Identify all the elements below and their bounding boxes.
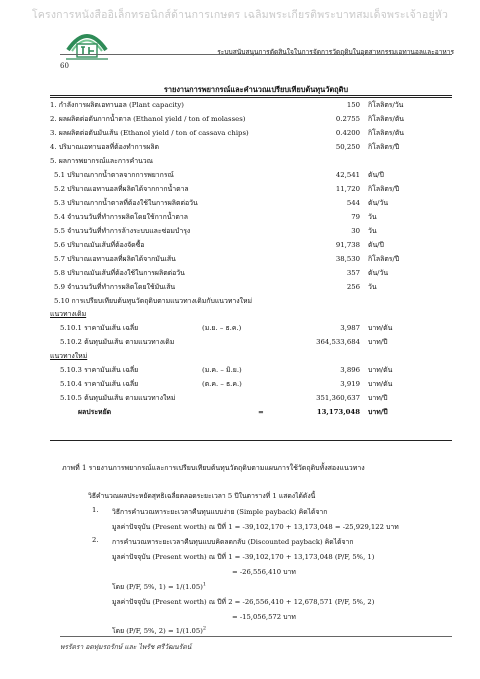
figure-caption: ภาพที่ 1 รายงานการพยากรณ์และการเปรียบเทียบต้นทุนวัตถุดิบตามแผนการใช้วัตถุดิบทั้งสองแนวทาง — [62, 464, 365, 472]
item-2-note-1: โดย (P/F, 5%, $1) = 1/(1.05)^1$ — [112, 581, 207, 591]
row-label: 5.4 จำนวนวันที่ทำการผลิตโดยใช้กากน้ำตาล — [54, 213, 188, 221]
table-top-rule-2 — [50, 97, 452, 98]
row-label: 5.6 ปริมาณมันเส้นที่ต้องจัดซื้อ — [54, 241, 145, 249]
row-label: 5.8 ปริมาณมันเส้นที่ต้องใช้ในการผลิตต่อวัน — [54, 269, 185, 277]
table-row — [50, 308, 452, 320]
table-row — [50, 183, 452, 195]
row-value: 150 — [346, 101, 360, 109]
row-value: 3,919 — [340, 380, 360, 388]
table-row — [50, 155, 452, 167]
table-row — [50, 239, 452, 251]
row-period: (ม.ค. – มิ.ย.) — [202, 366, 242, 374]
calc-intro: วิธีคำนวณผลประหยัดสุทธิเฉลี่ยตลอดระยะเวลา 5 ปีในตารางที่ 1 แสดงได้ดังนี้ — [88, 492, 316, 500]
row-value: 351,360,637 — [316, 394, 360, 402]
table-row — [50, 392, 452, 404]
row-label: 5. ผลการพยากรณ์และการคำนวณ — [50, 157, 154, 165]
table-bottom-rule — [50, 440, 452, 441]
row-label: 5.10.1 ราคามันเส้น เฉลี่ย — [60, 324, 139, 332]
table-row — [50, 127, 452, 139]
row-label: 5.10.4 ราคามันเส้น เฉลี่ย — [60, 380, 139, 388]
row-unit: ตัน/ปี — [368, 171, 384, 179]
row-label: 2. ผลผลิตต่อตันกากน้ำตาล (Ethanol yield / ton of molasses) — [50, 115, 246, 123]
table-row — [50, 225, 452, 237]
row-unit: บาท/ตัน — [368, 366, 393, 374]
row-value: 357 — [346, 269, 360, 277]
item-1-title: วิธีการคำนวณหาระยะเวลาคืนทุนแบบง่าย (Simple payback) คิดได้จาก — [112, 508, 328, 516]
row-value: 11,720 — [335, 185, 360, 193]
table-row — [50, 253, 452, 265]
table-row — [50, 336, 452, 348]
header-divider — [60, 54, 452, 55]
table-row — [50, 211, 452, 223]
table-row — [50, 113, 452, 125]
row-value: 0.2755 — [335, 115, 360, 123]
savings-value: 13,173,048 — [316, 408, 360, 416]
table-title: รายงานการพยากรณ์และคำนวณเปรียบเทียบต้นทุนวัตถุดิบ — [163, 85, 349, 94]
row-value: 79 — [351, 213, 360, 221]
row-unit: บาท/ปี — [368, 338, 388, 346]
row-unit: กิโลลิตร/ปี — [368, 255, 400, 263]
row-unit: กิโลลิตร/วัน — [368, 101, 404, 109]
row-value: 50,250 — [335, 143, 360, 151]
table-row — [50, 169, 452, 181]
row-value: 42,541 — [335, 171, 360, 179]
savings-label: ผลประหยัด — [78, 408, 112, 416]
row-label: 5.9 จำนวนวันที่ทำการผลิตโดยใช้มันเส้น — [54, 283, 176, 291]
row-unit: ตัน/วัน — [368, 269, 389, 277]
row-period: (ต.ค. – ธ.ค.) — [202, 380, 242, 388]
row-unit: กิโลลิตร/ปี — [368, 185, 400, 193]
page-number: 60 — [60, 62, 69, 70]
header-title: ระบบสนับสนุนการตัดสินใจในการจัดการวัตถุดิบในอุตสาหกรรมเอทานอลและอาหาร — [217, 48, 454, 56]
item-2-title: การคำนวณหาระยะเวลาคืนทุนแบบคิดลดกลับ (Discounted payback) คิดได้จาก — [112, 538, 354, 546]
item-2-note-2: โดย (P/F, 5%, $2) = 1/(1.05)^2$ — [112, 625, 207, 635]
row-label: 5.10 การเปรียบเทียบต้นทุนวัตถุดิบตามแนวทางเดิมกับแนวทางใหม่ — [54, 297, 253, 305]
table-row — [50, 267, 452, 279]
row-unit: วัน — [368, 213, 377, 221]
table-row — [50, 281, 452, 293]
table-row-savings — [50, 406, 452, 418]
row-value: 91,738 — [335, 241, 360, 249]
row-label: 5.1 ปริมาณกากน้ำตาลจากการพยากรณ์ — [54, 171, 174, 179]
footer-divider — [60, 636, 452, 637]
table-row — [50, 99, 452, 111]
row-value: 3,987 — [340, 324, 360, 332]
section-label-old: แนวทางเดิม — [50, 310, 87, 318]
row-unit: ตัน/ปี — [368, 241, 384, 249]
row-value: 544 — [346, 199, 360, 207]
row-unit: วัน — [368, 227, 377, 235]
row-label: 5.3 ปริมาณกากน้ำตาลที่ต้องใช้ในการผลิตต่อวัน — [54, 199, 198, 207]
table-row — [50, 364, 452, 376]
row-value: 30 — [351, 227, 360, 235]
footer-authors: พรรัตรา อดทุ่มรถรักษ์ และ ไพรัช ศรีวัฒนรัตน์ — [60, 643, 192, 651]
row-label: 5.2 ปริมาณเอทานอลที่ผลิตได้จากกากน้ำตาล — [54, 185, 189, 193]
row-label: 5.5 จำนวนวันที่ทำการล้างระบบและซ่อมบำรุง — [54, 227, 191, 235]
savings-unit: บาท/ปี — [368, 408, 388, 416]
table-row — [50, 378, 452, 390]
item-2-result-1: = -26,556,410 บาท — [232, 568, 296, 576]
row-unit: กิโลลิตร/ตัน — [368, 129, 405, 137]
row-label: 5.7 ปริมาณเอทานอลที่ผลิตได้จากมันเส้น — [54, 255, 176, 263]
item-1-number: 1. — [92, 506, 99, 514]
row-unit: วัน — [368, 283, 377, 291]
watermark-banner: โครงการหนังสืออิเล็กทรอนิกส์ด้านการเกษตร เฉลิมพระเกียรติพระบาทสมเด็จพระเจ้าอยู่หัว — [31, 9, 449, 21]
table-row — [50, 197, 452, 209]
item-2-line-1: มูลค่าปัจจุบัน (Present worth) ณ ปีที่ 1 = -39,102,170 + 13,173,048 (P/F, 5%, 1) — [112, 553, 375, 561]
table-top-rule — [50, 95, 452, 96]
row-value: 256 — [346, 283, 360, 291]
table-row — [50, 295, 452, 307]
item-2-result-2: = -15,056,572 บาท — [232, 613, 296, 621]
item-1-line: มูลค่าปัจจุบัน (Present worth) ณ ปีที่ 1 = -39,102,170 + 13,173,048 = -25,929,122 บาท — [112, 523, 399, 531]
row-value: 3,896 — [340, 366, 360, 374]
row-unit: กิโลลิตร/ปี — [368, 143, 400, 151]
item-2-number: 2. — [92, 536, 99, 544]
row-unit: กิโลลิตร/ตัน — [368, 115, 405, 123]
row-unit: บาท/ตัน — [368, 380, 393, 388]
row-label: 5.10.2 ต้นทุนมันเส้น ตามแนวทางเดิม — [60, 338, 175, 346]
table-row — [50, 322, 452, 334]
row-label: 5.10.5 ต้นทุนมันเส้น ตามแนวทางใหม่ — [60, 394, 176, 402]
row-unit: ตัน/วัน — [368, 199, 389, 207]
item-2-line-2: มูลค่าปัจจุบัน (Present worth) ณ ปีที่ 2 = -26,556,410 + 12,678,571 (P/F, 5%, 2) — [112, 598, 375, 606]
table-row — [50, 350, 452, 362]
row-period: (ม.ย. – ธ.ค.) — [202, 324, 242, 332]
row-value: 38,530 — [335, 255, 360, 263]
row-label: 3. ผลผลิตต่อตันมันเส้น (Ethanol yield / ton of cassava chips) — [50, 129, 249, 137]
row-label: 4. ปริมาณเอทานอลที่ต้องทำการผลิต — [50, 143, 160, 151]
row-value: 0.4200 — [335, 129, 360, 137]
row-label: 5.10.3 ราคามันเส้น เฉลี่ย — [60, 366, 139, 374]
row-label: 1. กำลังการผลิตเอทานอล (Plant capacity) — [50, 101, 184, 109]
organization-logo — [62, 20, 112, 64]
table-row — [50, 141, 452, 153]
row-value: 364,533,684 — [316, 338, 360, 346]
row-unit: บาท/ตัน — [368, 324, 393, 332]
row-unit: บาท/ปี — [368, 394, 388, 402]
section-label-new: แนวทางใหม่ — [50, 352, 88, 360]
savings-equals: = — [258, 408, 264, 416]
